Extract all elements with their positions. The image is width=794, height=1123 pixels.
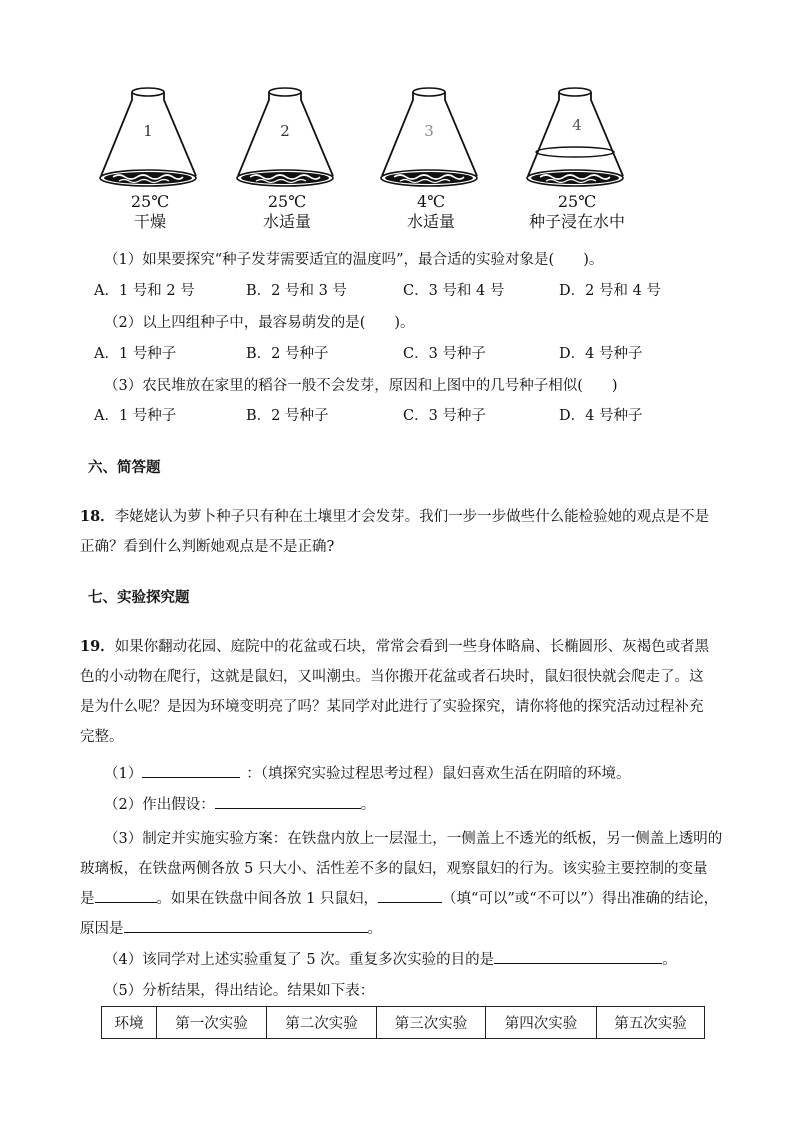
- results-table-header-cell: 环境: [102, 1007, 157, 1039]
- q19-sub2: [104, 793, 375, 814]
- q19-sub1-prefix: （1）: [104, 766, 143, 782]
- q19-sub3-line-3c: （填“可以”或“不可以”）得出准确的结论，: [441, 891, 719, 907]
- q17-sub3-option-d[interactable]: D．4 号种子: [559, 408, 643, 424]
- q19-sub4-text: （4）该同学对上述实验重复了 5 次。重复多次实验的目的是: [104, 952, 495, 968]
- flask-2-label: 2: [280, 122, 290, 140]
- q17-sub1-option-c[interactable]: C．3 号和 4 号: [403, 283, 505, 299]
- q19-sub3-line-3a: 是: [80, 891, 95, 907]
- q17-sub3-options: [94, 404, 694, 426]
- q19-sub3-line-3b: 。如果在铁盘中间各放 1 只鼠妇，: [156, 891, 378, 907]
- question-18: [80, 502, 720, 562]
- q19-sub2-blank[interactable]: [215, 794, 361, 809]
- section-6-heading: 六、简答题: [88, 460, 161, 476]
- q19-sub2-suffix: 。: [360, 797, 376, 813]
- q17-sub3-stem: （3）农民堆放在家里的稻谷一般不会发芽，原因和上图中的几号种子相似( ): [104, 378, 618, 394]
- flask-2-icon: [232, 84, 342, 190]
- q17-sub1-stem: （1）如果要探究“种子发芽需要适宜的温度吗”，最合适的实验对象是( )。: [104, 252, 604, 268]
- q19-sub1-blank[interactable]: [142, 763, 240, 778]
- flask-3-icon: [376, 84, 486, 190]
- q19-sub2-prefix: （2）作出假设：: [104, 797, 215, 813]
- results-table-header-cell: 第四次实验: [486, 1007, 597, 1039]
- flask-4-label: 4: [572, 116, 582, 134]
- flask-1-condition: 干燥: [133, 212, 166, 231]
- q19-sub5: （5）分析结果，得出结论。结果如下表：: [104, 983, 375, 999]
- q19-sub4: [104, 948, 677, 969]
- q17-sub3-option-c[interactable]: C．3 号种子: [403, 408, 486, 424]
- question-19-intro: [80, 632, 720, 752]
- q19-sub4-blank[interactable]: [494, 949, 662, 964]
- q17-sub2-options: [94, 342, 694, 364]
- flask-1-caption: [85, 192, 215, 232]
- q19-sub3: [80, 824, 723, 944]
- flask-4-caption: [512, 192, 642, 232]
- results-table-header-row: [102, 1007, 705, 1039]
- q19-sub3-line-2: 玻璃板，在铁盘两侧各放 5 只大小、活性差不多的鼠妇，观察鼠妇的行为。该实验主要控制的变量: [80, 861, 708, 877]
- q17-sub1-option-d[interactable]: D．2 号和 4 号: [559, 283, 661, 299]
- flask-3-caption: [366, 192, 496, 232]
- section-7-heading: 七、实验探究题: [88, 590, 190, 606]
- q19-sub3-line-3: [80, 884, 720, 914]
- q19-sub3-possible-blank[interactable]: [378, 888, 442, 903]
- results-table: [101, 1006, 705, 1039]
- q17-sub2-option-b[interactable]: B．2 号种子: [246, 346, 329, 362]
- question-19-line-1: 如果你翻动花园、庭院中的花盆或石块，常常会看到一些身体略扁、长椭圆形、灰褐色或者黑: [114, 639, 710, 655]
- question-18-line-1: 李姥姥认为萝卜种子只有种在土壤里才会发芽。我们一步一步做些什么能检验她的观点是不是: [114, 509, 710, 525]
- flask-3-label: 3: [424, 122, 434, 140]
- q19-sub3-line-4a: 原因是: [80, 921, 124, 937]
- question-19-line-2: 色的小动物在爬行，这就是鼠妇，又叫潮虫。当你搬开花盆或者石块时，鼠妇很快就会爬走了。这: [80, 669, 704, 685]
- q17-sub3-option-b[interactable]: B．2 号种子: [246, 408, 329, 424]
- q19-sub1-suffix: ：（填探究实验过程思考过程）鼠妇喜欢生活在阴暗的环境。: [246, 766, 631, 782]
- flask-2-condition: 水适量: [262, 212, 311, 231]
- q17-sub2-option-d[interactable]: D．4 号种子: [559, 346, 643, 362]
- results-table-header-cell: 第一次实验: [157, 1007, 267, 1039]
- q19-sub3-line-1: （3）制定并实施实验方案：在铁盘内放上一层湿土，一侧盖上不透光的纸板，另一侧盖上透明的: [104, 831, 723, 847]
- flask-2-temp: 25℃: [267, 192, 307, 211]
- q19-sub3-line-4: [80, 914, 720, 944]
- flask-2-caption: [222, 192, 352, 232]
- q17-sub2-stem: （2）以上四组种子中，最容易萌发的是( )。: [104, 315, 415, 331]
- q17-sub1-option-b[interactable]: B．2 号和 3 号: [246, 283, 347, 299]
- q19-sub3-variable-blank[interactable]: [95, 888, 157, 903]
- flask-1-icon: [95, 84, 205, 190]
- flask-1-temp: 25℃: [130, 192, 170, 211]
- question-19-line-3: 是为什么呢？是因为环境变明亮了吗？某同学对此进行了实验探究，请你将他的探究活动过程补充: [80, 699, 704, 715]
- results-table-header-cell: 第三次实验: [377, 1007, 486, 1039]
- q19-sub1: [104, 762, 630, 783]
- question-19-number: 19．: [80, 638, 115, 655]
- flask-4-icon: [522, 84, 632, 190]
- flask-3-temp: 4℃: [416, 192, 446, 211]
- q17-sub1-options: [94, 279, 694, 301]
- flask-1-label: 1: [143, 122, 153, 140]
- q19-sub3-line-4b: 。: [367, 921, 382, 937]
- flask-3-condition: 水适量: [406, 212, 455, 231]
- results-table-header-cell: 第二次实验: [267, 1007, 377, 1039]
- question-19-line-4: 完整。: [80, 729, 124, 745]
- q19-sub3-reason-blank[interactable]: [124, 918, 368, 933]
- q17-sub2-option-a[interactable]: A．1 号种子: [94, 346, 177, 362]
- q17-sub3-option-a[interactable]: A．1 号种子: [94, 408, 177, 424]
- q17-sub1-option-a[interactable]: A．1 号和 2 号: [94, 283, 195, 299]
- flask-4-temp: 25℃: [557, 192, 597, 211]
- question-18-line-2: 正确？看到什么判断她观点是不是正确?: [80, 539, 335, 555]
- flask-4-condition: 种子浸在水中: [528, 212, 625, 231]
- results-table-header-cell: 第五次实验: [597, 1007, 705, 1039]
- q17-sub2-option-c[interactable]: C．3 号种子: [403, 346, 486, 362]
- question-18-number: 18．: [80, 508, 115, 525]
- q19-sub4-suffix: 。: [662, 952, 677, 968]
